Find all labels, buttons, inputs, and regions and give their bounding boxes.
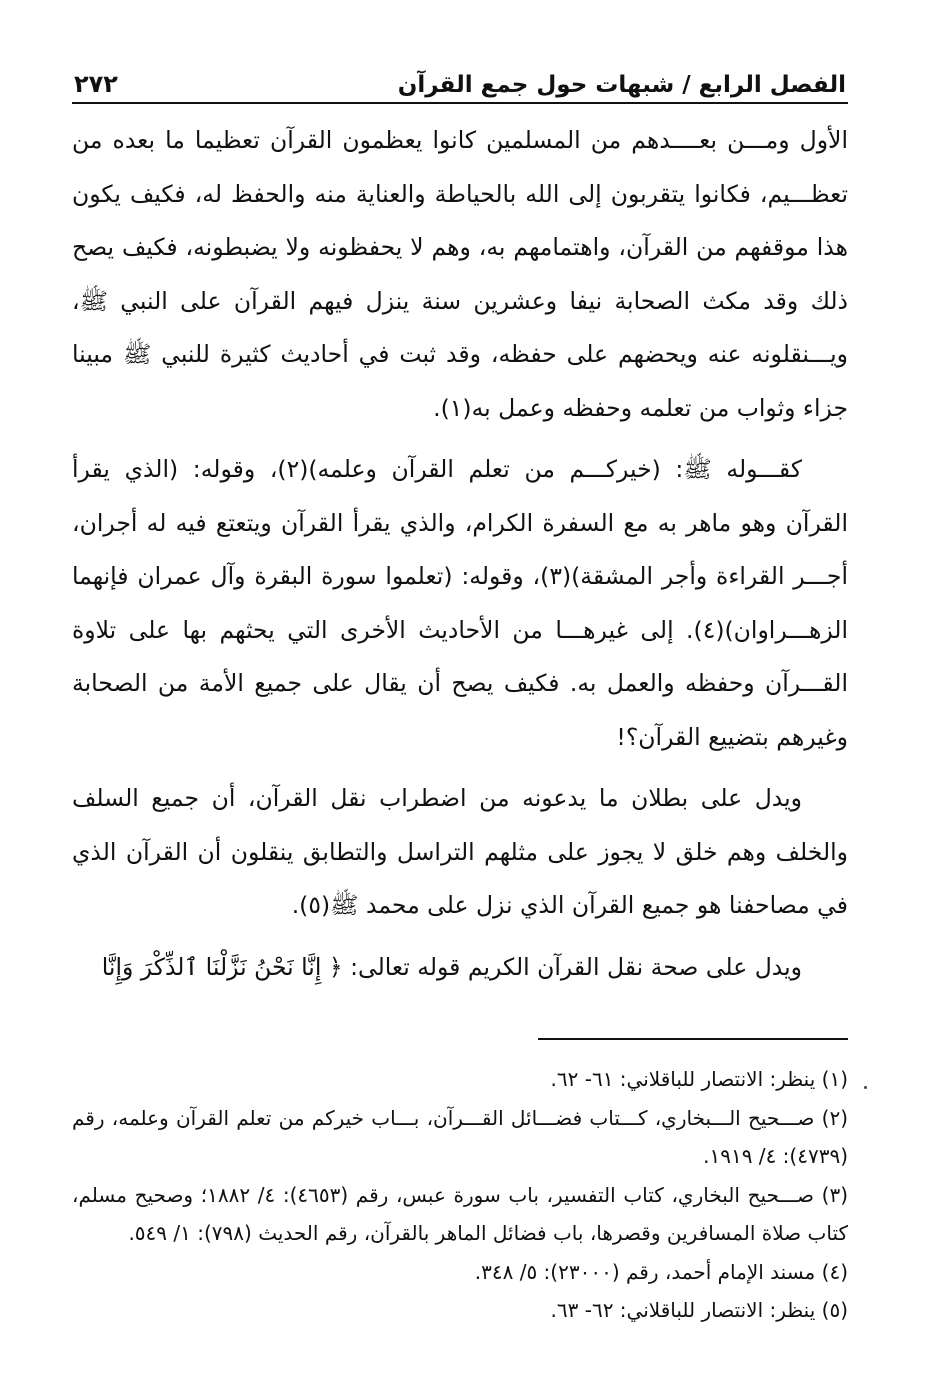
book-page [72, 58, 848, 1330]
footnote: (٥) ينظر: الانتصار للباقلاني: ٦٢- ٦٣. [550, 1298, 848, 1322]
footnote: (١) ينظر: الانتصار للباقلاني: ٦١- ٦٢. [550, 1067, 848, 1091]
paragraph: ويدل على بطلان ما يدعونه من اضطراب نقل القرآن، أن جميع السلف والخلف وهم خلق لا يجوز على مثلهم التراسل والتطابق ينقلون أن القرآن الذي في مصاحفنا هو جميع القرآن الذي نزل على محمد ﷺ(٥). [72, 784, 848, 919]
paragraph: كقـــوله ﷺ: (خيركـــم من تعلم القرآن وعلمه)(٢)، وقوله: (الذي يقرأ القرآن وهو ماهر به مع السفرة الكرام، والذي يقرأ القرآن ويتعتع فيه له أجران، أجـــر القراءة وأجر المشقة)(٣)، وقوله: (تعلموا سورة البقرة وآل عمران فإنهما الزهـــراوان)(٤). إلى غيرهـــا من الأحاديث الأخرى التي يحثهم بها على تلاوة القـــرآن وحفظه والعمل به. فكيف يصح أن يقال على جميع الأمة من الصحابة وغيرهم بتضييع القرآن؟! [72, 455, 848, 751]
footnote: (٤) مسند الإمام أحمد، رقم (٢٣٠٠٠): ٥/ ٣٤٨. [474, 1259, 848, 1284]
running-title: الفصل الرابع / شبهات حول جمع القرآن [397, 72, 846, 98]
footnote: (٣) صـــحيح البخاري، كتاب التفسير، باب سورة عبس، رقم (٤٦٥٣): ٤/ ١٨٨٢؛ وصحيح مسلم، كتاب صلاة المسافرين وقصرها، باب فضائل الماهر بالقرآن، رقم الحديث (٧٩٨): ١/ ٥٤٩. [72, 1182, 848, 1245]
page-header [72, 58, 848, 104]
footnote: (٢) صـــحيح الـــبخاري، كـــتاب فضـــائل القـــرآن، بـــاب خيركم من تعلم القرآن وعلمه، رقم (٤٧٣٩): ٤/ ١٩١٩. [72, 1105, 848, 1168]
footnote-separator [538, 1038, 848, 1040]
page-number: ٢٧٢ [74, 70, 118, 98]
margin-mark [864, 1086, 867, 1089]
main-text [72, 114, 848, 994]
paragraph: ويدل على صحة نقل القرآن الكريم قوله تعالى: ﴿ إِنَّا نَحْنُ نَزَّلْنَا ٱلذِّكْرَ وَإِنَّا [101, 952, 802, 981]
footnotes [72, 1060, 848, 1330]
paragraph: الأول ومـــن بعــــدهم من المسلمين كانوا يعظمون القرآن تعظيما ما بعده من تعظـــيم، فكانوا يتقربون إلى الله بالحياطة والعناية منه والحفظ له، فكيف يكون هذا موقفهم من القرآن، واهتمامهم به، وهم لا يحفظونه ولا يضبطونه، فكيف يصح ذلك وقد مكث الصحابة نيفا وعشرين سنة ينزل فيهم القرآن على النبي ﷺ، ويـــنقلونه عنه ويحضهم على حفظه، وقد ثبت في أحاديث كثيرة للنبي ﷺ مبينا جزاء وثواب من تعلمه وحفظه وعمل به(١). [72, 126, 848, 422]
